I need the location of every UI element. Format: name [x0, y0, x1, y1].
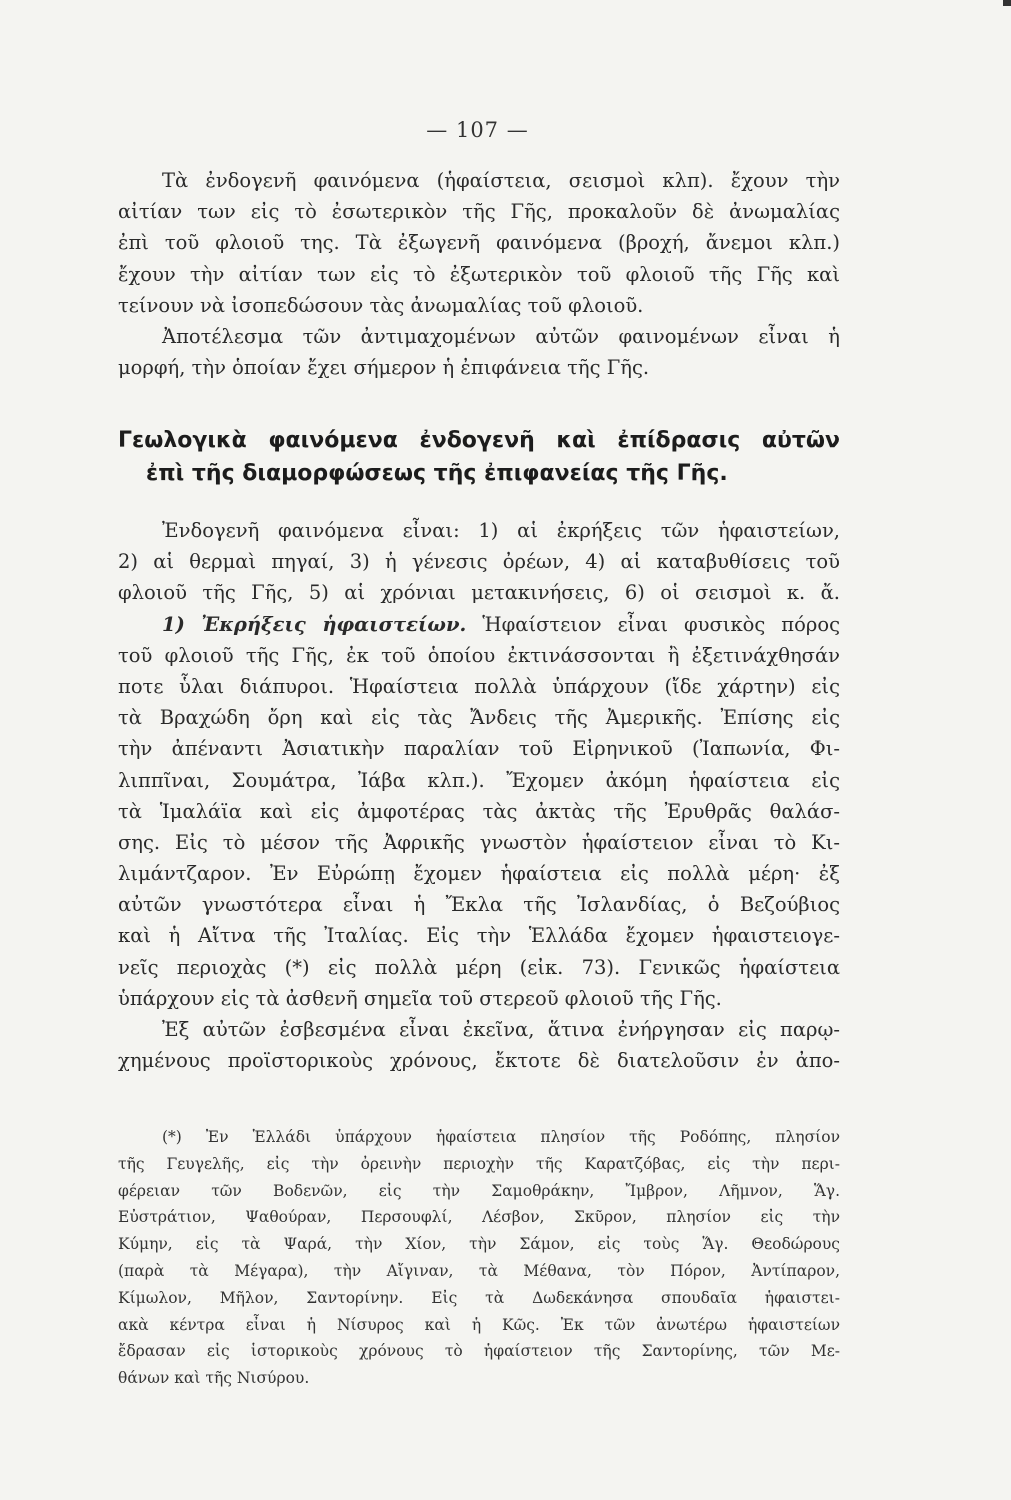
section-heading	[118, 424, 840, 490]
footnote-line: θάνων καὶ τῆς Νισύρου.	[118, 1369, 310, 1388]
text-line: χημένους προϊστορικοὺς χρόνους, ἔκτοτε δὲ διατελοῦσιν ἐν ἀπο-	[118, 1049, 840, 1073]
subsection-title: 1) Ἐκρήξεις ἡφαιστείων.	[162, 612, 467, 636]
footnote	[118, 1124, 840, 1392]
footnote-line: (*) Ἐν Ἑλλάδι ὑπάρχουν ἡφαίστεια πλησίον τῆς Ροδόπης, πλησίον	[162, 1128, 840, 1146]
page-number: — 107 —	[426, 118, 529, 142]
text-line: 2) αἱ θερμαὶ πηγαί, 3) ἡ γένεσις ὀρέων, 4) αἱ καταβυθίσεις τοῦ	[118, 550, 840, 574]
text-line: Ἀποτέλεσμα τῶν ἀντιμαχομένων αὐτῶν φαινομένων εἶναι ἡ	[162, 324, 840, 348]
subsection-line	[118, 609, 840, 640]
text-line: τὴν ἀπέναντι Ἀσιατικὴν παραλίαν τοῦ Εἰρηνικοῦ (Ἰαπωνία, Φι-	[118, 737, 840, 761]
text-line: Τὰ ἐνδογενῆ φαινόμενα (ἡφαίστεια, σεισμοὶ κλπ). ἔχουν τὴν	[162, 169, 840, 192]
footnote-line: ἔδρασαν εἰς ἱστορικοὺς χρόνους τὸ ἡφαίστειον τῆς Σαντορίνης, τῶν Με-	[118, 1342, 840, 1361]
text-line: καὶ ἡ Αἴτνα τῆς Ἰταλίας. Εἰς τὴν Ἑλλάδα ἔχομεν ἡφαιστειογε-	[118, 924, 840, 948]
text-line: τὰ Ἱμαλάϊα καὶ εἰς ἀμφοτέρας τὰς ἀκτὰς τῆς Ἐρυθρᾶς θαλάσ-	[118, 799, 840, 823]
text-line: Ἐξ αὐτῶν ἐσβεσμένα εἶναι ἐκεῖνα, ἅτινα ἐνήργησαν εἰς παρῳ-	[162, 1018, 840, 1041]
text-line: νεῖς περιοχὰς (*) εἰς πολλὰ μέρη (εἰκ. 73). Γενικῶς ἡφαίστεια	[118, 955, 840, 979]
text-line: ἔχουν τὴν αἰτίαν των εἰς τὸ ἐξωτερικὸν τοῦ φλοιοῦ τῆς Γῆς καὶ	[118, 262, 840, 286]
scan-edge-mark	[1003, 0, 1011, 6]
text-line: ἐπὶ τοῦ φλοιοῦ της. Τὰ ἐξωγενῆ φαινόμενα (βροχή, ἄνεμοι κλπ.)	[118, 231, 840, 255]
text-line: αἰτίαν των εἰς τὸ ἐσωτερικὸν τῆς Γῆς, προκαλοῦν δὲ ἀνωμαλίας	[118, 200, 840, 224]
footnote-line: τῆς Γευγελῆς, εἰς τὴν ὀρεινὴν περιοχὴν τῆς Καρατζόβας, εἰς τὴν περι-	[118, 1154, 840, 1173]
text-line: Ἐνδογενῆ φαινόμενα εἶναι: 1) αἱ ἐκρήξεις τῶν ἡφαιστείων,	[162, 519, 840, 542]
footnote-line: Κύμην, εἰς τὰ Ψαρά, τὴν Χίον, τὴν Σάμον, εἰς τοὺς Ἅγ. Θεοδώρους	[118, 1235, 840, 1254]
text-line: σης. Εἰς τὸ μέσον τῆς Ἀφρικῆς γνωστὸν ἡφαίστειον εἶναι τὸ Κι-	[118, 830, 840, 854]
text-line: λιππῖναι, Σουμάτρα, Ἰάβα κλπ.). Ἔχομεν ἀκόμη ἡφαίστεια εἰς	[118, 768, 840, 792]
text-line: μορφή, τὴν ὁποίαν ἔχει σήμερον ἡ ἐπιφάνεια τῆς Γῆς.	[118, 356, 650, 380]
heading-line: ἐπὶ τῆς διαμορφώσεως τῆς ἐπιφανείας τῆς Γῆς.	[146, 461, 728, 486]
heading-line: Γεωλογικὰ φαινόμενα ἐνδογενῆ καὶ ἐπίδρασις αὐτῶν	[118, 428, 840, 453]
text-line: ποτε ὗλαι διάπυροι. Ἡφαίστεια πολλὰ ὑπάρχουν (ἴδε χάρτην) εἰς	[118, 674, 840, 698]
subsection-text: Ἡφαίστειον εἶναι φυσικὸς πόρος	[466, 612, 840, 636]
footnote-line: (παρὰ τὰ Μέγαρα), τὴν Αἴγιναν, τὰ Μέθανα, τὸν Πόρον, Ἀντίπαρον,	[118, 1261, 840, 1280]
intro-paragraphs	[118, 165, 840, 383]
text-line: λιμάντζαρον. Ἐν Εὐρώπῃ ἔχομεν ἡφαίστεια εἰς πολλὰ μέρη· ἐξ	[118, 862, 840, 886]
text-line: φλοιοῦ τῆς Γῆς, 5) αἱ χρόνιαι μετακινήσεις, 6) οἱ σεισμοὶ κ. ἄ.	[118, 581, 840, 605]
footnote-line: Κίμωλον, Μῆλον, Σαντορίνην. Εἰς τὰ Δωδεκάνησα σπουδαῖα ἡφαιστει-	[118, 1288, 840, 1307]
text-line: αὐτῶν γνωστότερα εἶναι ἡ Ἔκλα τῆς Ἰσλανδίας, ὁ Βεζούβιος	[118, 893, 840, 917]
footnote-line: Εὐστράτιον, Ψαθούραν, Περσουφλί, Λέσβον, Σκῦρον, πλησίον εἰς τὴν	[118, 1208, 840, 1227]
text-line: τοῦ φλοιοῦ τῆς Γῆς, ἐκ τοῦ ὁποίου ἐκτινάσσονται ἢ ἐξετινάχθησάν	[118, 643, 840, 667]
text-line: τὰ Βραχώδη ὄρη καὶ εἰς τὰς Ἄνδεις τῆς Ἀμερικῆς. Ἐπίσης εἰς	[118, 706, 840, 730]
footnote-line: φέρειαν τῶν Βοδενῶν, εἰς τὴν Σαμοθράκην, Ἴμβρον, Λῆμνον, Ἅγ.	[118, 1181, 840, 1200]
body-paragraphs	[118, 515, 840, 1076]
text-line: τείνουν νὰ ἰσοπεδώσουν τὰς ἀνωμαλίας τοῦ φλοιοῦ.	[118, 293, 644, 317]
footnote-line: ακὰ κέντρα εἶναι ἡ Νίσυρος καὶ ἡ Κῶς. Ἐκ τῶν ἀνωτέρω ἡφαιστείων	[118, 1315, 840, 1334]
text-line: ὑπάρχουν εἰς τὰ ἀσθενῆ σημεῖα τοῦ στερεοῦ φλοιοῦ τῆς Γῆς.	[118, 986, 722, 1010]
